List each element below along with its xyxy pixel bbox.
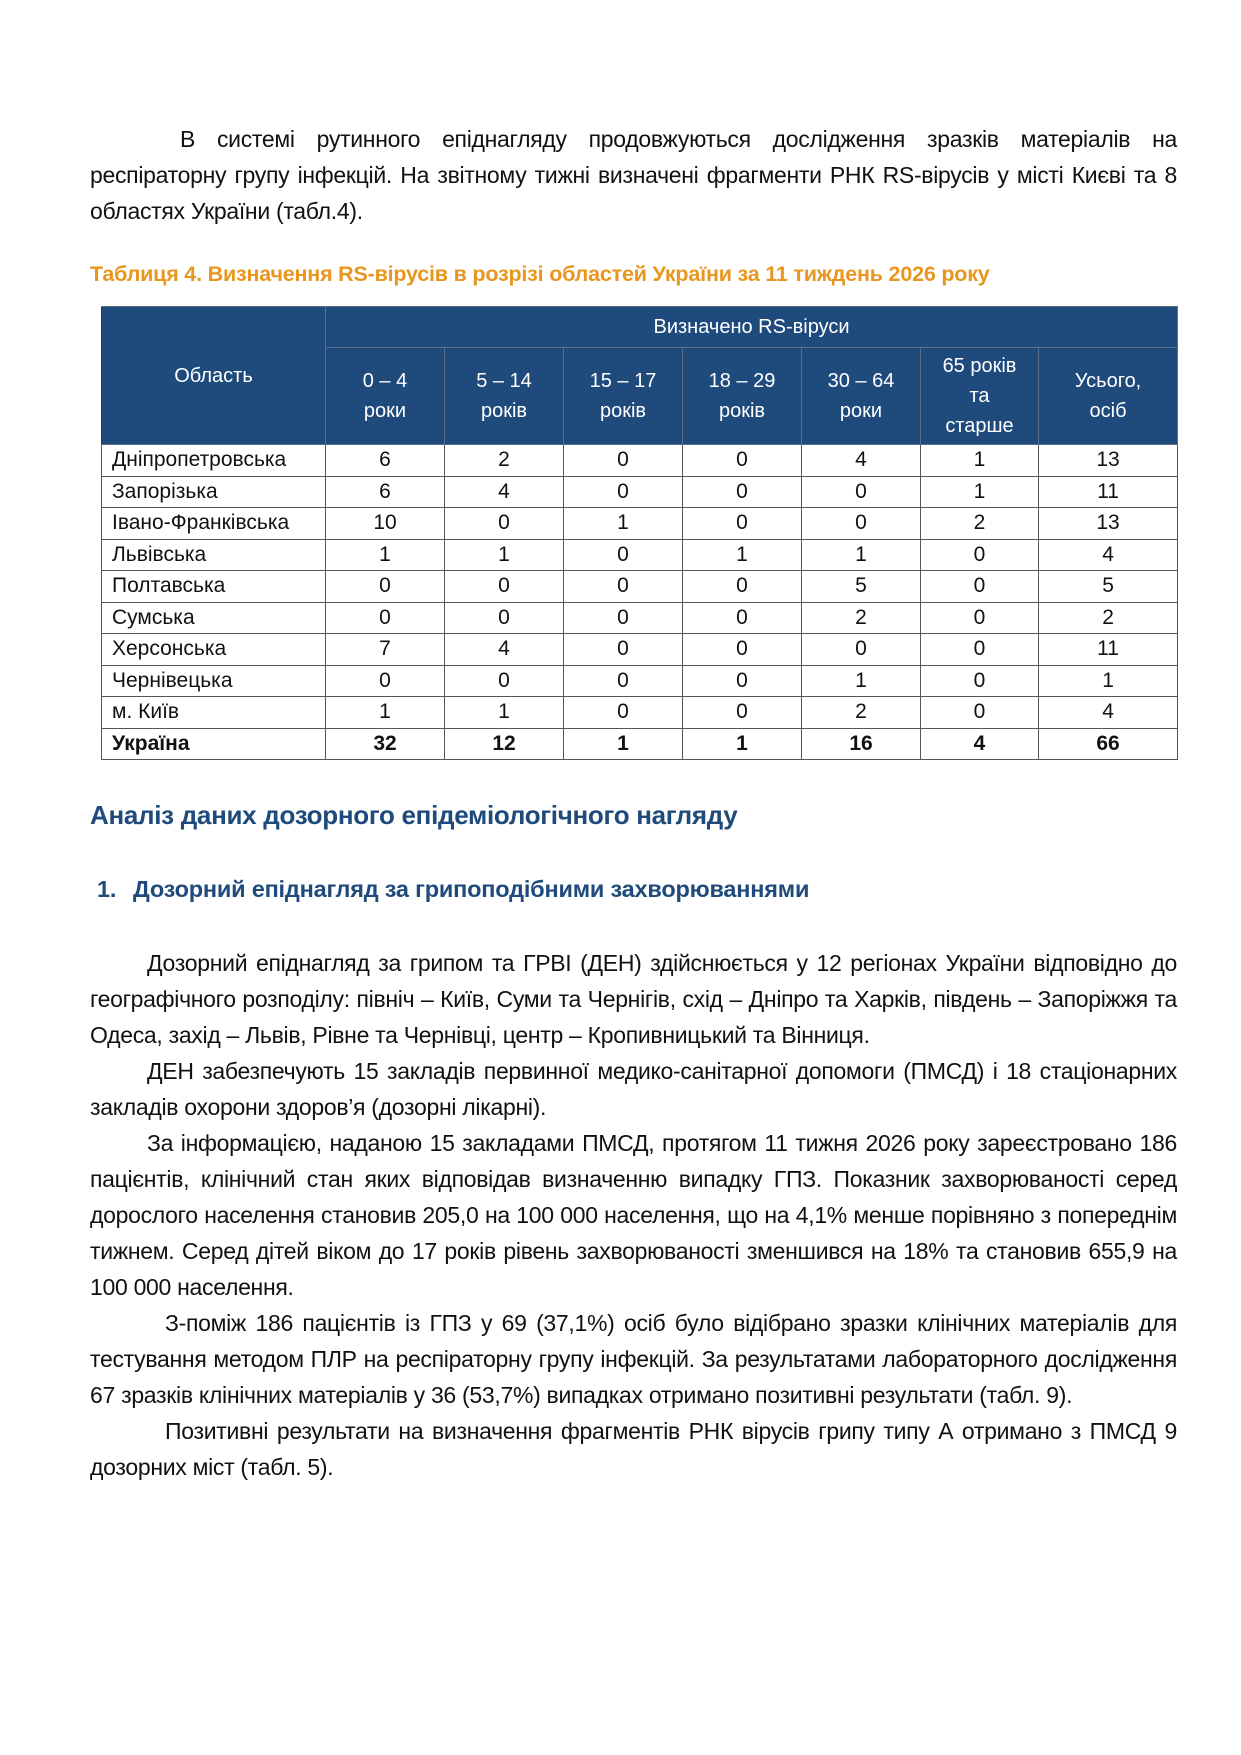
- value-cell: 0: [683, 602, 802, 634]
- value-cell: 1: [683, 728, 802, 760]
- column-header-5-14: 5 – 14 років: [445, 348, 564, 445]
- value-cell: 0: [683, 571, 802, 603]
- table-body: [102, 445, 1178, 760]
- value-cell: 1: [683, 539, 802, 571]
- value-cell: 0: [564, 634, 683, 666]
- value-cell: 7: [326, 634, 445, 666]
- value-cell: 1: [921, 476, 1039, 508]
- value-cell: 4: [802, 445, 921, 477]
- value-cell: 0: [564, 697, 683, 729]
- region-cell: Львівська: [102, 539, 326, 571]
- paragraph-den-facilities: ДЕН забезпечують 15 закладів первинної медико-санітарної допомоги (ПМСД) і 18 стаціонарних закладів охорони здоров’я (дозорні лікарні).: [90, 1058, 1177, 1120]
- value-cell: 0: [921, 697, 1039, 729]
- value-cell: 4: [445, 634, 564, 666]
- value-cell: 0: [445, 665, 564, 697]
- value-cell: 1: [921, 445, 1039, 477]
- section-heading: Аналіз даних дозорного епідеміологічного нагляду: [90, 800, 738, 830]
- table-row: [102, 508, 1178, 540]
- value-cell: 0: [802, 476, 921, 508]
- table-row: [102, 571, 1178, 603]
- paragraph-samples: З-поміж 186 пацієнтів із ГПЗ у 69 (37,1%) осіб було відібрано зразки клінічних матеріалів для тестування методом ПЛР на респіраторну групу інфекцій. За результатами лабораторного дослідження 67 зразків клінічних матеріалів у 36 (53,7%) випадках отримано позитивні результати (табл. 9).: [90, 1310, 1177, 1408]
- value-cell: 2: [802, 697, 921, 729]
- value-cell: 2: [921, 508, 1039, 540]
- table-row: [102, 665, 1178, 697]
- value-cell: 0: [564, 539, 683, 571]
- value-cell: 1: [564, 728, 683, 760]
- subsection-heading: [97, 876, 809, 903]
- total-cell: 13: [1039, 508, 1178, 540]
- value-cell: 0: [683, 665, 802, 697]
- value-cell: 12: [445, 728, 564, 760]
- rs-virus-table: [101, 306, 1178, 760]
- column-header-total: Усього, осіб: [1039, 348, 1178, 445]
- table-caption: Таблиця 4. Визначення RS-вірусів в розрізі областей України за 11 тиждень 2026 року: [90, 262, 990, 286]
- region-cell: Івано-Франківська: [102, 508, 326, 540]
- value-cell: 32: [326, 728, 445, 760]
- total-cell: 4: [1039, 697, 1178, 729]
- value-cell: 0: [564, 445, 683, 477]
- total-cell: 2: [1039, 602, 1178, 634]
- table-row: [102, 476, 1178, 508]
- value-cell: 0: [683, 634, 802, 666]
- value-cell: 10: [326, 508, 445, 540]
- column-header-30-64: 30 – 64 роки: [802, 348, 921, 445]
- value-cell: 0: [683, 508, 802, 540]
- region-cell: Чернівецька: [102, 665, 326, 697]
- value-cell: 0: [564, 476, 683, 508]
- column-header-15-17: 15 – 17 років: [564, 348, 683, 445]
- value-cell: 2: [802, 602, 921, 634]
- value-cell: 0: [683, 476, 802, 508]
- intro-paragraph: В системі рутинного епіднагляду продовжуються дослідження зразків матеріалів на респіраторну групу інфекцій. На звітному тижні визначені фрагменти РНК RS-вірусів у місті Києві та 8 областях України (табл.4).: [90, 126, 1177, 224]
- value-cell: 0: [921, 665, 1039, 697]
- value-cell: 0: [802, 634, 921, 666]
- total-cell: 66: [1039, 728, 1178, 760]
- total-cell: 11: [1039, 476, 1178, 508]
- value-cell: 0: [445, 508, 564, 540]
- value-cell: 0: [683, 697, 802, 729]
- subsection-number: 1.: [97, 876, 117, 902]
- table-row: [102, 602, 1178, 634]
- value-cell: 16: [802, 728, 921, 760]
- region-cell: Сумська: [102, 602, 326, 634]
- table-row: [102, 445, 1178, 477]
- value-cell: 4: [445, 476, 564, 508]
- subsection-title: Дозорний епіднагляд за грипоподібними захворюваннями: [133, 876, 810, 902]
- paragraph-den-regions: Дозорний епіднагляд за грипом та ГРВІ (ДЕН) здійснюється у 12 регіонах України відповідно до географічного розподілу: північ – Київ, Суми та Чернігів, схід – Дніпро та Харків, південь – Запоріжжя та Одеса, захід – Львів, Рівне та Чернівці, центр – Кропивницький та Вінниця.: [90, 950, 1177, 1048]
- value-cell: 1: [326, 697, 445, 729]
- total-cell: 5: [1039, 571, 1178, 603]
- paragraph-influenza-a: Позитивні результати на визначення фрагментів РНК вірусів грипу типу А отримано з ПМСД 9 дозорних міст (табл. 5).: [90, 1418, 1177, 1480]
- value-cell: 0: [921, 602, 1039, 634]
- region-cell: м. Київ: [102, 697, 326, 729]
- total-cell: 4: [1039, 539, 1178, 571]
- value-cell: 0: [445, 602, 564, 634]
- region-cell: Дніпропетровська: [102, 445, 326, 477]
- region-cell: Запорізька: [102, 476, 326, 508]
- value-cell: 1: [445, 697, 564, 729]
- value-cell: 0: [921, 571, 1039, 603]
- column-header-18-29: 18 – 29 років: [683, 348, 802, 445]
- value-cell: 1: [445, 539, 564, 571]
- region-column-header: Область: [102, 307, 326, 445]
- region-cell: Україна: [102, 728, 326, 760]
- value-cell: 0: [802, 508, 921, 540]
- column-header-0-4: 0 – 4 роки: [326, 348, 445, 445]
- value-cell: 0: [921, 539, 1039, 571]
- value-cell: 0: [564, 602, 683, 634]
- value-cell: 0: [445, 571, 564, 603]
- column-header-65-plus: 65 років та старше: [921, 348, 1039, 445]
- value-cell: 4: [921, 728, 1039, 760]
- value-cell: 0: [326, 665, 445, 697]
- table-row: [102, 697, 1178, 729]
- value-cell: 1: [802, 665, 921, 697]
- value-cell: 6: [326, 476, 445, 508]
- value-cell: 0: [326, 602, 445, 634]
- table-total-row: [102, 728, 1178, 760]
- value-cell: 5: [802, 571, 921, 603]
- value-cell: 1: [802, 539, 921, 571]
- value-cell: 0: [683, 445, 802, 477]
- value-cell: 2: [445, 445, 564, 477]
- total-cell: 13: [1039, 445, 1178, 477]
- region-cell: Полтавська: [102, 571, 326, 603]
- total-cell: 11: [1039, 634, 1178, 666]
- region-cell: Херсонська: [102, 634, 326, 666]
- value-cell: 1: [326, 539, 445, 571]
- value-cell: 0: [564, 571, 683, 603]
- value-cell: 1: [564, 508, 683, 540]
- body-text: [90, 945, 1177, 1485]
- value-cell: 0: [326, 571, 445, 603]
- value-cell: 0: [921, 634, 1039, 666]
- total-cell: 1: [1039, 665, 1178, 697]
- paragraph-incidence: За інформацією, наданою 15 закладами ПМСД, протягом 11 тижня 2026 року зареєстровано 186 пацієнтів, клінічний стан яких відповідав визначенню випадку ГПЗ. Показник захворюваності серед дорослого населення становив 205,0 на 100 000 населення, що на 4,1% менше порівняно з попереднім тижнем. Серед дітей віком до 17 років рівень захворюваності зменшився на 18% та становив 655,9 на 100 000 населення.: [90, 1130, 1177, 1300]
- value-cell: 0: [564, 665, 683, 697]
- table-row: [102, 539, 1178, 571]
- value-cell: 6: [326, 445, 445, 477]
- group-column-header: Визначено RS-віруси: [326, 307, 1178, 348]
- table-row: [102, 634, 1178, 666]
